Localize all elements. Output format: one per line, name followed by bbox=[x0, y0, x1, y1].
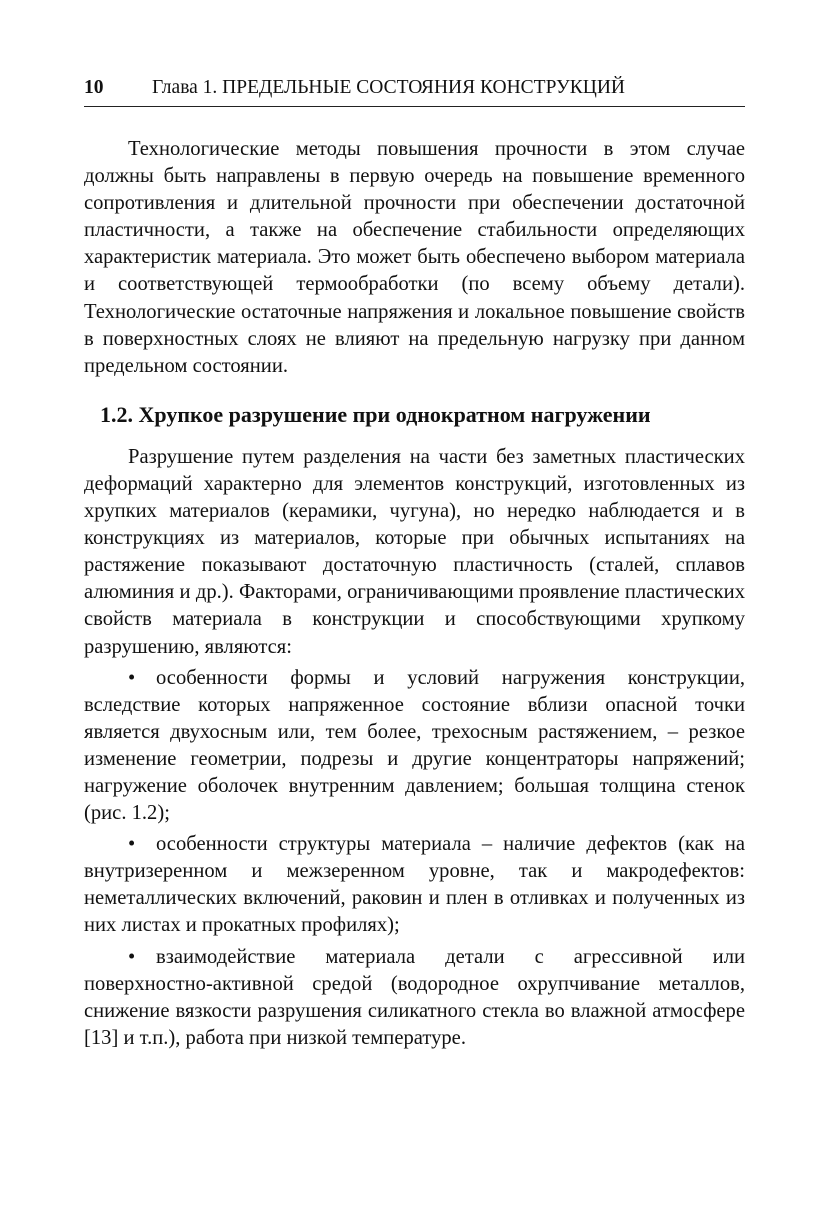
bullet-item bbox=[84, 944, 745, 1052]
bullet-text: особенности структуры материала – наличие дефектов (как на внутризеренном и межзеренном уровне, так и макродефектов: неметаллических включений, раковин и плен в отливках и полученных из них листах и прокатных профилях); bbox=[84, 833, 745, 937]
bullet-item bbox=[84, 831, 745, 939]
bullet-icon: • bbox=[128, 666, 136, 689]
running-title: Глава 1. ПРЕДЕЛЬНЫЕ СОСТОЯНИЯ КОНСТРУКЦИЙ bbox=[152, 77, 626, 98]
bullet-icon: • bbox=[128, 945, 136, 968]
paragraph: Технологические методы повышения прочности в этом случае должны быть направлены в первую очередь на повышение временного сопротивления и длительной прочности при обеспечении достаточной пластичности, а также на обеспечение стабильности определяющих характеристик материала. Это может быть обеспечено выбором материала и соответствующей термообработки (по всему объему детали). Технологические остаточные напряжения и локальное повышение свойств в поверхностных слоях не влияют на предельную нагрузку при данном предельном состоянии. bbox=[84, 138, 745, 377]
bullet-text: взаимодействие материала детали с агрессивной или поверхностно-активной средой (водородное охрупчивание металлов, снижение вязкости разрушения силикатного стекла во влажной атмосфере [13] и т.п.), работа при низкой температуре. bbox=[84, 945, 745, 1049]
page-header bbox=[84, 74, 745, 107]
page-number: 10 bbox=[84, 77, 104, 98]
body-text bbox=[84, 136, 745, 1052]
paragraph: Разрушение путем разделения на части без заметных пластических деформаций характерно для элементов конструкций, изготовленных из хрупких материалов (керамики, чугуна), но нередко наблюдается и в конструкциях из материалов, которые при обычных испытаниях на растяжение показывают достаточную пластичность (сталей, сплавов алюминия и др.). Факторами, ограничивающими проявление пластических свойств материала в конструкции и способствующими хрупкому разрушению, являются: bbox=[84, 445, 745, 658]
bullet-icon: • bbox=[128, 833, 136, 856]
bullet-text: особенности формы и условий нагружения конструкции, вследствие которых напряженное состояние вблизи опасной точки является двухосным или, тем более, трехосным растяжением, – резкое изменение геометрии, подрезы и другие концентраторы напряжений; нагружение оболочек внутренним давлением; большая толщина стенок (рис. 1.2); bbox=[84, 666, 745, 825]
section-heading: 1.2. Хрупкое разрушение при однократном нагружении bbox=[100, 401, 651, 427]
bullet-item bbox=[84, 665, 745, 828]
